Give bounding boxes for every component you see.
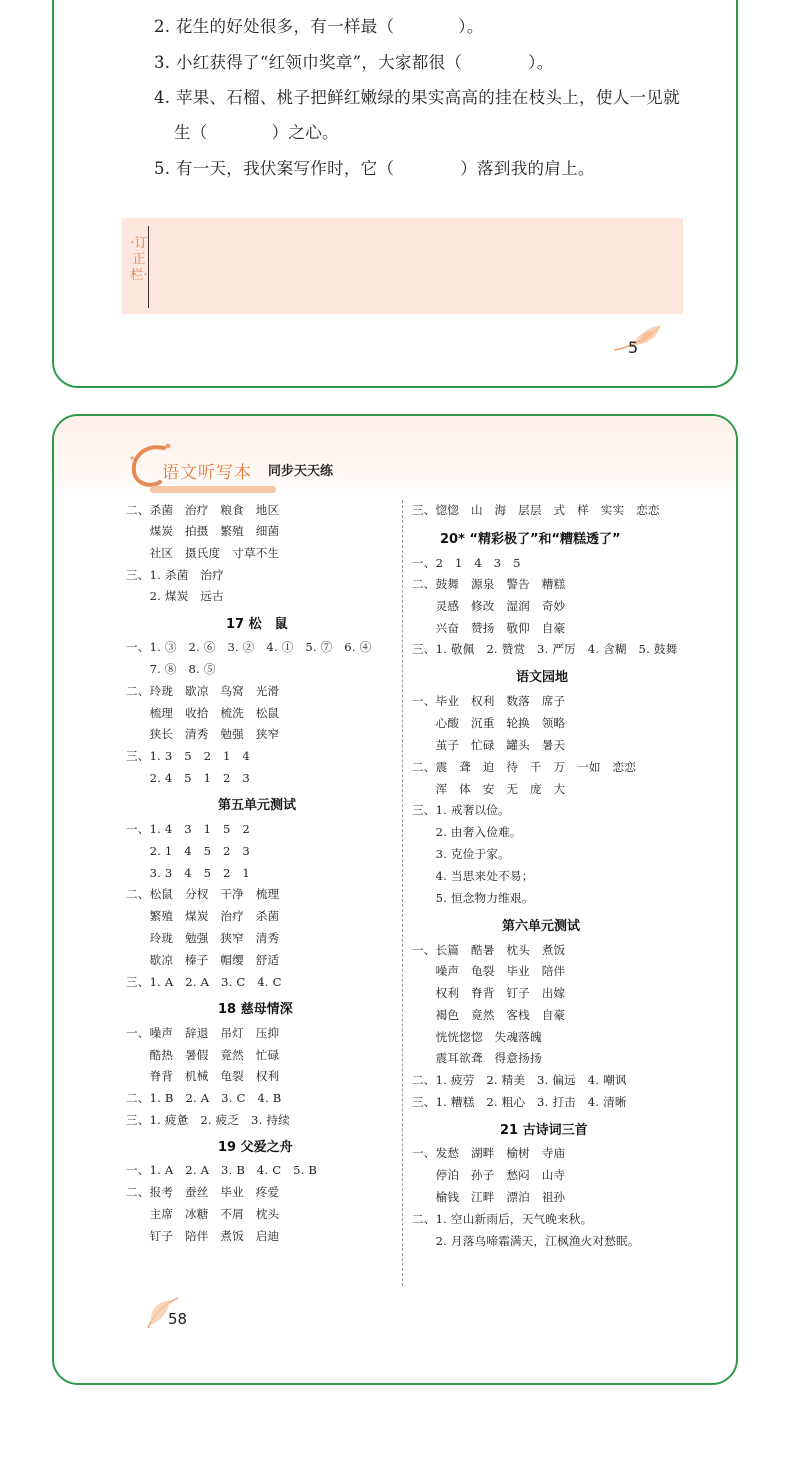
answer-line: 3. 3 4 5 2 1 — [126, 866, 250, 880]
answer-line: 酷热 暑假 竟然 忙碌 — [126, 1048, 280, 1062]
answer-line: 三、1. A 2. A 3. C 4. C — [126, 975, 282, 989]
answer-line: 褐色 竟然 客栈 自豪 — [412, 1008, 566, 1022]
answer-line: 7. ⑧ 8. ⑤ — [126, 662, 216, 676]
answer-line: 社区 摄氏度 寸草不生 — [126, 546, 280, 560]
answer-line: 脊背 机械 龟裂 权利 — [126, 1069, 280, 1083]
answer-line: 二、1. 空山新雨后，天气晚来秋。 — [412, 1212, 593, 1226]
answer-line: 2. 1 4 5 2 3 — [126, 844, 250, 858]
workbook-page-bottom — [52, 414, 738, 1385]
answer-line: 震耳欲聋 得意扬扬 — [412, 1051, 542, 1065]
answer-line: 二、玲珑 歇凉 鸟窝 光滑 — [126, 684, 280, 698]
section-title: 第五单元测试 — [218, 798, 297, 813]
answer-line: 榆钱 江畔 漂泊 祖孙 — [412, 1190, 566, 1204]
answer-line: 4. 当思来处不易； — [412, 869, 534, 883]
answer-line: 三、1. 3 5 2 1 4 — [126, 749, 250, 763]
answer-line: 二、松鼠 分杈 干净 梳理 — [126, 887, 280, 901]
section-title: 19 父爱之舟 — [218, 1140, 293, 1155]
question-4: 4. 苹果、石榴、桃子把鲜红嫩绿的果实高高的挂在枝头上，使人一见就 — [154, 88, 680, 107]
answer-line: 兴奋 赞扬 敬仰 自豪 — [412, 621, 566, 635]
section-title: 语文园地 — [516, 670, 569, 685]
section-title: 第六单元测试 — [502, 919, 581, 934]
answer-line: 一、毕业 权利 数落 席子 — [412, 694, 566, 708]
answer-line: 二、震 聋 迫 待 千 万 一如 恋恋 — [412, 760, 637, 774]
answer-line: 一、发愁 湖畔 榆树 寺庙 — [412, 1146, 566, 1160]
leaf-decoration-icon — [610, 322, 668, 356]
section-title: 21 古诗词三首 — [500, 1123, 588, 1138]
answer-line: 狭长 清秀 勉强 狭窄 — [126, 727, 280, 741]
correction-label: ·订正栏· — [130, 236, 148, 283]
answer-line: 一、2 1 4 3 5 — [412, 556, 521, 570]
answer-line: 3. 克俭于家。 — [412, 847, 510, 861]
answer-line: 二、1. 疲劳 2. 精美 3. 偏远 4. 嘲讽 — [412, 1073, 627, 1087]
workbook-page-top — [52, 0, 738, 388]
page-number: 5 — [628, 338, 639, 357]
question-5: 5. 有一天，我伏案写作时，它（ ）落到我的肩上。 — [154, 159, 595, 178]
answer-line: 三、1. 疲惫 2. 疲乏 3. 持续 — [126, 1113, 290, 1127]
answer-line: 权利 脊背 钉子 出嫁 — [412, 986, 566, 1000]
question-3: 3. 小红获得了“红领巾奖章”，大家都很（ ）。 — [154, 53, 554, 72]
section-title: 18 慈母情深 — [218, 1002, 293, 1017]
answer-line: 停泊 孙子 愁闷 山寺 — [412, 1168, 566, 1182]
answer-line: 灵感 修改 湿润 奇妙 — [412, 599, 566, 613]
answer-line: 一、噪声 辞退 吊灯 压抑 — [126, 1026, 280, 1040]
answer-line: 繁殖 煤炭 治疗 杀菌 — [126, 909, 280, 923]
correction-divider — [148, 226, 149, 308]
answer-line: 一、1. 4 3 1 5 2 — [126, 822, 250, 836]
answer-line: 玲珑 勉强 狭窄 清秀 — [126, 931, 280, 945]
question-4-continued: 生（ ）之心。 — [174, 123, 339, 142]
question-2: 2. 花生的好处很多，有一样最（ ）。 — [154, 17, 484, 36]
answer-line: 三、1. 杀菌 治疗 — [126, 568, 224, 582]
answer-line: 心酸 沉重 轮换 领略 — [412, 716, 566, 730]
answer-line: 主席 冰糖 不屑 枕头 — [126, 1207, 280, 1221]
answer-line: 噪声 龟裂 毕业 陪伴 — [412, 964, 566, 978]
answer-line: 一、长篇 酷暑 枕头 煮饭 — [412, 943, 566, 957]
answer-line: 茧子 忙碌 罐头 暑天 — [412, 738, 566, 752]
answer-line: 梳理 收拾 梳洗 松鼠 — [126, 706, 280, 720]
answer-line: 二、杀菌 治疗 粮食 地区 — [126, 503, 280, 517]
answer-line: 二、鼓舞 源泉 警告 糟糕 — [412, 577, 566, 591]
answer-line: 三、1. 糟糕 2. 粗心 3. 打击 4. 清晰 — [412, 1095, 627, 1109]
answer-line: 三、1. 戒奢以俭。 — [412, 803, 510, 817]
section-title: 20* “精彩极了”和“糟糕透了” — [440, 532, 621, 547]
answer-line: 浑 体 安 无 庞 大 — [412, 782, 566, 796]
brand-subtitle: 同步天天练 — [268, 464, 334, 479]
correction-box — [122, 218, 683, 314]
answer-line: 二、报考 蚕丝 毕业 疼爱 — [126, 1185, 280, 1199]
answer-line: 煤炭 拍摄 繁殖 细菌 — [126, 524, 280, 538]
page-number: 58 — [168, 1310, 188, 1328]
answer-line: 2. 月落乌啼霜满天，江枫渔火对愁眠。 — [412, 1234, 640, 1248]
answer-line: 三、1. 敬佩 2. 赞赏 3. 严厉 4. 含糊 5. 鼓舞 — [412, 642, 678, 656]
answer-line: 一、1. ③ 2. ⑥ 3. ② 4. ① 5. ⑦ 6. ④ — [126, 640, 372, 654]
answer-line: 二、1. B 2. A 3. C 4. B — [126, 1091, 282, 1105]
section-title: 17 松 鼠 — [226, 617, 288, 632]
column-divider — [402, 500, 403, 1286]
answer-line: 一、1. A 2. A 3. B 4. C 5. B — [126, 1163, 318, 1177]
answer-line: 三、惚惚 山 海 层层 式 样 实实 恋恋 — [412, 503, 660, 517]
brand-title: 语文听写本 — [162, 463, 252, 483]
answer-line: 2. 由奢入俭难。 — [412, 825, 522, 839]
answer-line: 恍恍惚惚 失魂落魄 — [412, 1030, 542, 1044]
answer-line: 2. 煤炭 远古 — [126, 589, 224, 603]
answer-line: 5. 恒念物力维艰。 — [412, 891, 534, 905]
answer-line: 钉子 陪伴 煮饭 启迪 — [126, 1229, 280, 1243]
answer-line: 歇凉 榛子 帽缨 舒适 — [126, 953, 280, 967]
answer-line: 2. 4 5 1 2 3 — [126, 771, 250, 785]
brand-strip — [150, 486, 276, 493]
